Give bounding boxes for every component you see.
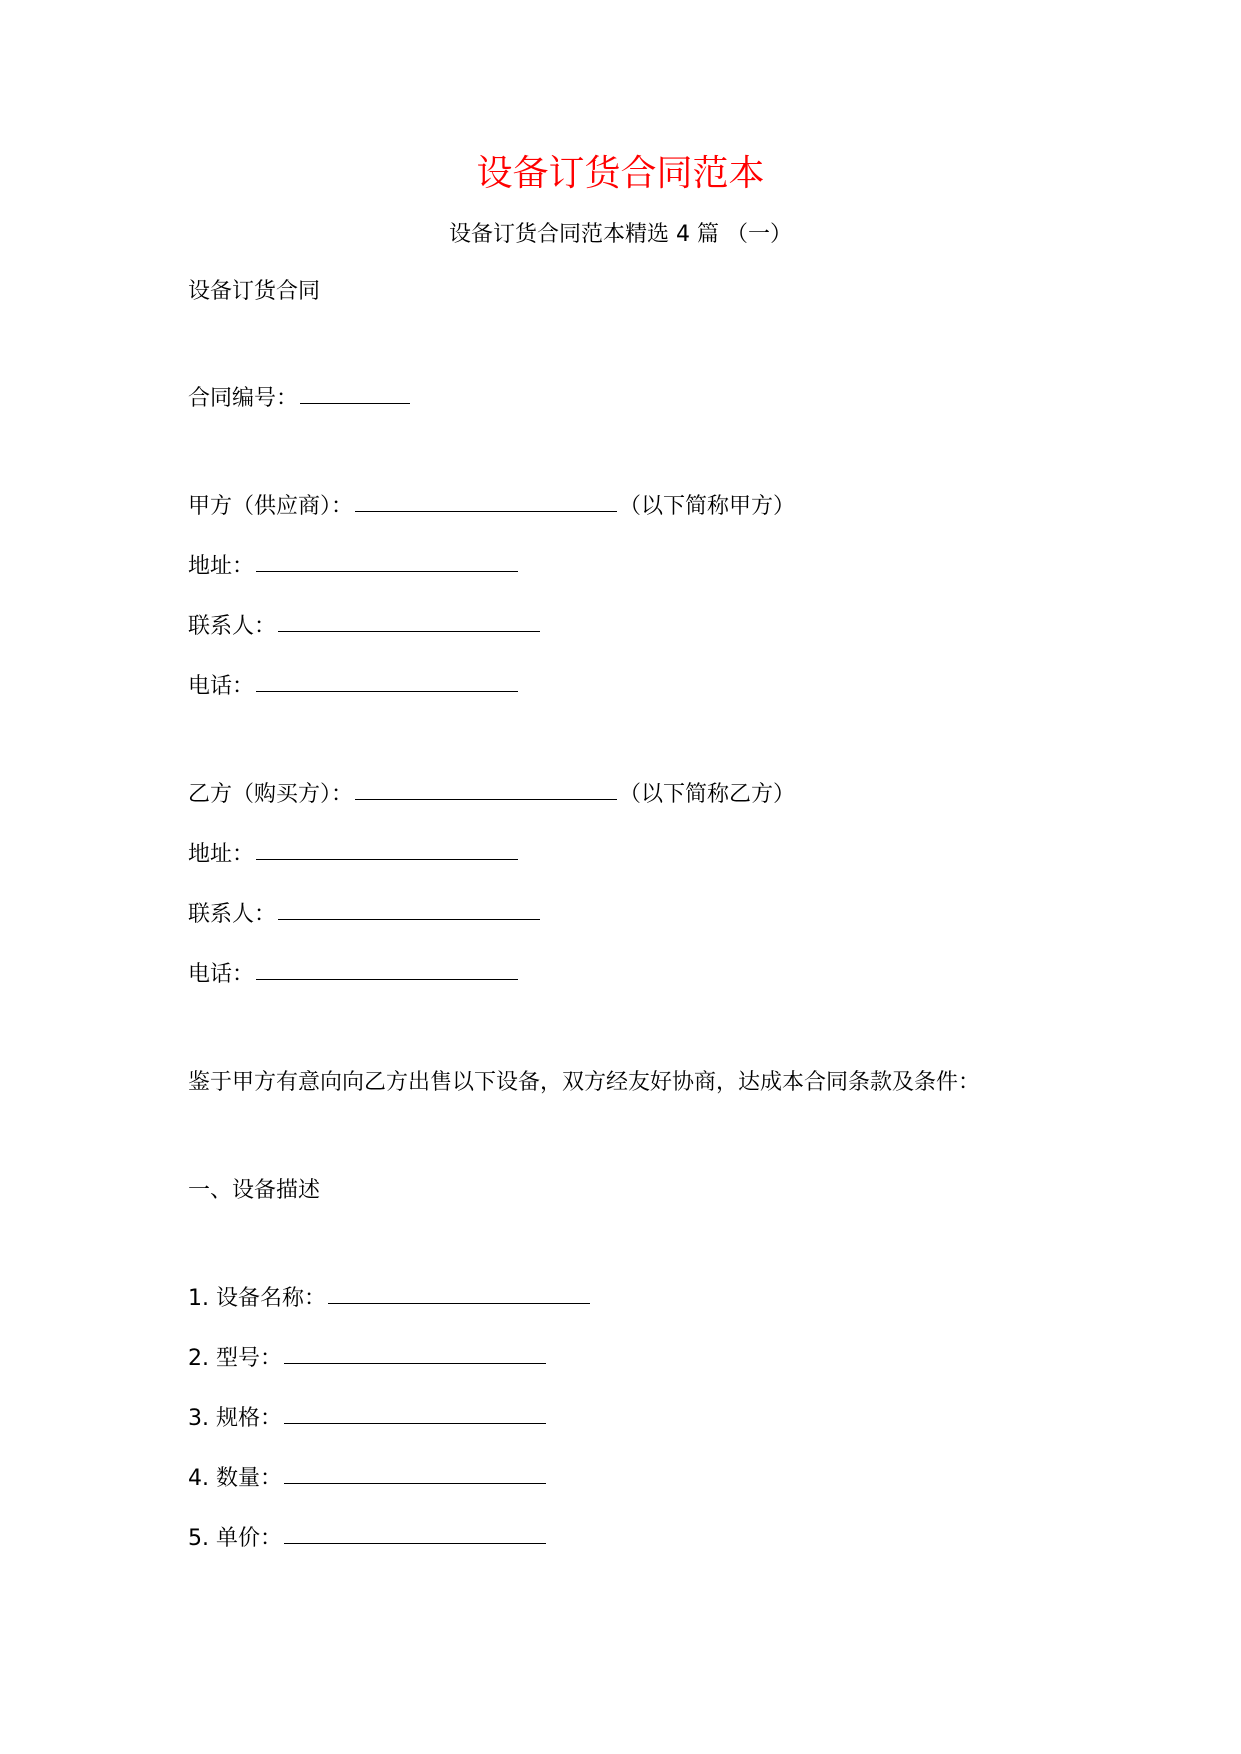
item-label: 5. 单价： — [188, 1526, 282, 1551]
party-b-blank — [355, 798, 617, 800]
party-a-suffix: （以下简称甲方） — [619, 494, 796, 519]
party-b-phone-line — [188, 960, 520, 990]
party-b-suffix: （以下简称乙方） — [619, 782, 796, 807]
party-b-address-blank — [256, 858, 518, 860]
item-equipment-name — [188, 1284, 592, 1314]
item-label: 2. 型号： — [188, 1346, 282, 1371]
item-quantity — [188, 1464, 548, 1494]
party-a-address-line — [188, 552, 520, 582]
item-label: 3. 规格： — [188, 1406, 282, 1431]
party-b-address-line — [188, 840, 520, 870]
party-a-phone-line — [188, 672, 520, 702]
party-b-contact-label: 联系人： — [188, 902, 277, 927]
party-b-label: 乙方（购买方）： — [188, 782, 354, 807]
document-title: 设备订货合同范本 — [476, 153, 765, 194]
party-b-phone-blank — [256, 978, 518, 980]
contract-number-blank — [300, 402, 410, 404]
party-a-contact-line — [188, 612, 542, 642]
party-a-contact-blank — [278, 630, 540, 632]
document-subtitle: 设备订货合同范本精选 4 篇 （一） — [449, 222, 792, 247]
item-blank — [284, 1542, 546, 1544]
party-a-phone-label: 电话： — [188, 674, 255, 699]
party-a-contact-label: 联系人： — [188, 614, 277, 639]
contract-heading: 设备订货合同 — [188, 279, 321, 304]
item-blank — [284, 1362, 546, 1364]
party-b-contact-blank — [278, 918, 540, 920]
contract-number-line — [188, 384, 412, 414]
party-b-contact-line — [188, 900, 542, 930]
party-b-line — [188, 780, 795, 810]
party-a-label: 甲方（供应商）： — [188, 494, 354, 519]
party-a-address-blank — [256, 570, 518, 572]
party-b-phone-label: 电话： — [188, 962, 255, 987]
section-1-title: 一、设备描述 — [188, 1178, 321, 1203]
item-label: 4. 数量： — [188, 1466, 282, 1491]
item-blank — [284, 1482, 546, 1484]
party-a-line — [188, 492, 795, 522]
contract-number-label: 合同编号： — [188, 386, 299, 411]
item-blank — [284, 1422, 546, 1424]
party-a-phone-blank — [256, 690, 518, 692]
intro-paragraph: 鉴于甲方有意向向乙方出售以下设备，双方经友好协商，达成本合同条款及条件： — [188, 1070, 981, 1095]
party-a-address-label: 地址： — [188, 554, 255, 579]
party-b-address-label: 地址： — [188, 842, 255, 867]
item-unit-price — [188, 1524, 548, 1554]
item-label: 1. 设备名称： — [188, 1286, 326, 1311]
item-blank — [328, 1302, 590, 1304]
party-a-blank — [355, 510, 617, 512]
item-model — [188, 1344, 548, 1374]
item-spec — [188, 1404, 548, 1434]
